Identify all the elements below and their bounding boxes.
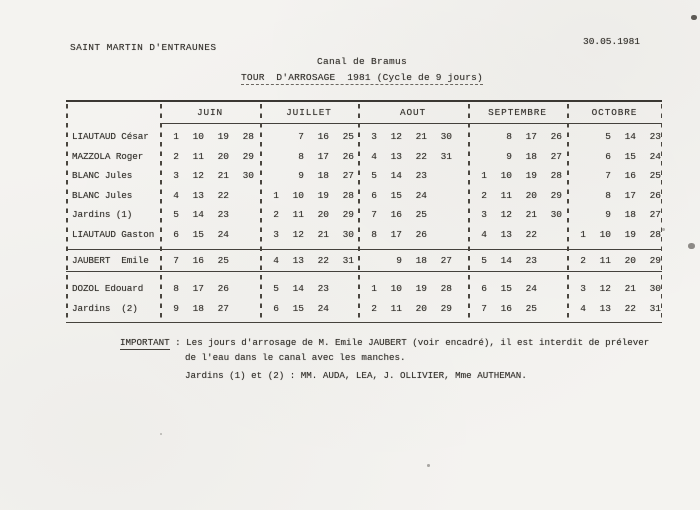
table-row-boxed (66, 249, 662, 272)
day-number (574, 170, 586, 181)
schedule-cell (160, 255, 260, 266)
day-number: 9 (605, 209, 611, 221)
table-row (66, 147, 662, 167)
schedule-cell (567, 170, 662, 181)
day-number: 9 (173, 302, 179, 314)
schedule-cell (358, 255, 468, 266)
day-number: 14 (390, 170, 402, 182)
day-number: 5 (173, 209, 179, 221)
col-header-month: AOUT (358, 102, 468, 124)
day-number: 1 (481, 170, 487, 182)
row-name: Jardins (1) (72, 209, 133, 221)
day-number: 12 (500, 209, 512, 221)
schedule-cell (160, 170, 260, 181)
scan-speck (160, 433, 162, 435)
important-note-line1 (120, 336, 680, 351)
schedule-cell (468, 131, 567, 142)
day-number: 9 (396, 255, 402, 266)
day-number: 6 (481, 283, 487, 295)
day-number: 18 (415, 255, 427, 266)
schedule-cell (260, 303, 358, 314)
schedule-cell (567, 151, 662, 162)
day-number: 28 (242, 131, 254, 143)
day-number: 3 (273, 228, 279, 240)
day-number: 1 (580, 228, 586, 240)
letterhead-organization: SAINT MARTIN D'ENTRAUNES (70, 42, 217, 53)
day-number: 22 (525, 228, 537, 240)
day-number: 6 (605, 150, 611, 162)
day-number: 27 (342, 170, 354, 182)
day-number (574, 131, 586, 142)
scan-speck (427, 464, 430, 467)
day-number: 15 (624, 150, 636, 162)
day-number: 28 (550, 170, 562, 182)
day-number: 10 (192, 131, 204, 143)
day-number: 17 (192, 283, 204, 295)
day-number: 16 (317, 131, 329, 143)
day-number: 10 (292, 189, 304, 201)
day-number (440, 190, 452, 201)
day-number: 7 (371, 209, 377, 221)
col-header-month: OCTOBRE (567, 102, 662, 124)
day-number: 14 (624, 131, 636, 143)
day-number (365, 255, 377, 266)
day-number (440, 229, 452, 240)
day-number: 8 (173, 283, 179, 295)
day-number: 26 (415, 228, 427, 240)
day-number: 27 (649, 209, 661, 221)
day-number (342, 283, 354, 294)
schedule-cell (260, 209, 358, 220)
day-number: 2 (173, 150, 179, 162)
day-number: 10 (599, 228, 611, 240)
day-number (267, 170, 279, 181)
footer-notes (120, 336, 680, 384)
day-number: 15 (292, 302, 304, 314)
day-number: 5 (605, 131, 611, 143)
schedule-cell (468, 255, 567, 266)
schedule-cell (358, 190, 468, 201)
day-number: 13 (192, 189, 204, 201)
schedule-cell (260, 283, 358, 294)
schedule-cell (567, 209, 662, 220)
day-number: 1 (173, 131, 179, 143)
day-number: 26 (649, 189, 661, 201)
day-number: 30 (242, 170, 254, 182)
day-number: 18 (192, 302, 204, 314)
day-number: 19 (317, 189, 329, 201)
table-row (66, 299, 662, 319)
day-number: 20 (624, 255, 636, 266)
day-number: 21 (317, 228, 329, 240)
day-number: 19 (525, 170, 537, 182)
day-number: 20 (317, 209, 329, 221)
schedule-cell (260, 170, 358, 181)
day-number: 24 (649, 150, 661, 162)
day-number: 9 (506, 150, 512, 162)
row-name: LIAUTAUD César (72, 131, 149, 143)
day-number: 25 (649, 170, 661, 182)
schedule-cell (567, 190, 662, 201)
schedule-table (66, 100, 662, 323)
day-number: 25 (217, 255, 229, 266)
day-number: 13 (500, 228, 512, 240)
day-number: 7 (605, 170, 611, 182)
col-header-names (66, 102, 160, 124)
day-number: 15 (390, 189, 402, 201)
day-number: 24 (217, 228, 229, 240)
day-number: 7 (481, 302, 487, 314)
day-number: 29 (550, 189, 562, 201)
schedule-cell (358, 151, 468, 162)
day-number: 31 (649, 302, 661, 314)
day-number: 7 (298, 131, 304, 143)
day-number: 8 (298, 150, 304, 162)
day-number (267, 151, 279, 162)
col-header-month: SEPTEMBRE (468, 102, 567, 124)
schedule-cell (358, 229, 468, 240)
jardins-note: Jardins (1) et (2) : MM. AUDA, LEA, J. OLLIVIER, Mme AUTHEMAN. (185, 370, 527, 381)
schedule-cell (358, 283, 468, 294)
day-number: 24 (317, 302, 329, 314)
day-number: 5 (481, 255, 487, 266)
schedule-cell (468, 151, 567, 162)
day-number: 2 (273, 209, 279, 221)
day-number (550, 303, 562, 314)
day-number (550, 283, 562, 294)
day-number: 9 (298, 170, 304, 182)
schedule-cell (260, 190, 358, 201)
day-number: 27 (440, 255, 452, 266)
row-name: BLANC Jules (72, 189, 133, 201)
day-number: 22 (317, 255, 329, 266)
day-number: 8 (371, 228, 377, 240)
day-number: 11 (292, 209, 304, 221)
schedule-cell (567, 131, 662, 142)
day-number: 26 (550, 131, 562, 143)
day-number: 13 (390, 150, 402, 162)
day-number: 20 (217, 150, 229, 162)
day-number: 12 (390, 131, 402, 143)
schedule-cell (358, 131, 468, 142)
day-number: 25 (525, 302, 537, 314)
schedule-cell (160, 229, 260, 240)
day-number: 11 (192, 150, 204, 162)
doc-subtitle: TOUR D'ARROSAGE 1981 (Cycle de 9 jours) (241, 72, 483, 83)
day-number: 14 (500, 255, 512, 266)
day-number: 17 (525, 131, 537, 143)
day-number (550, 229, 562, 240)
day-number: 5 (371, 170, 377, 182)
day-number (475, 151, 487, 162)
important-label: IMPORTANT (120, 337, 170, 348)
day-number: 19 (415, 283, 427, 295)
day-number: 16 (390, 209, 402, 221)
table-header-row (66, 102, 662, 124)
day-number: 12 (292, 228, 304, 240)
schedule-cell (160, 209, 260, 220)
day-number: 22 (217, 189, 229, 201)
row-name: Jardins (2) (72, 302, 138, 314)
day-number: 4 (481, 228, 487, 240)
row-name: LIAUTAUD Gaston (72, 228, 155, 240)
day-number: 27 (550, 150, 562, 162)
day-number: 29 (649, 255, 661, 266)
day-number: 6 (173, 228, 179, 240)
schedule-cell (260, 131, 358, 142)
day-number: 16 (624, 170, 636, 182)
scan-speck (691, 15, 697, 20)
day-number: 17 (624, 189, 636, 201)
day-number: 21 (217, 170, 229, 182)
schedule-cell (468, 170, 567, 181)
schedule-cell (567, 303, 662, 314)
day-number: 23 (415, 170, 427, 182)
day-number (242, 303, 254, 314)
col-header-month: JUIN (160, 102, 260, 124)
schedule-cell (468, 283, 567, 294)
day-number: 23 (525, 255, 537, 266)
day-number: 28 (440, 283, 452, 295)
day-number: 20 (415, 302, 427, 314)
table-row (66, 205, 662, 225)
schedule-cell (160, 303, 260, 314)
table-row (66, 127, 662, 147)
day-number: 19 (624, 228, 636, 240)
day-number: 2 (481, 189, 487, 201)
day-number (242, 255, 254, 266)
day-number: 2 (580, 255, 586, 266)
day-number: 18 (624, 209, 636, 221)
day-number: 4 (173, 189, 179, 201)
schedule-cell (160, 283, 260, 294)
schedule-cell (567, 283, 662, 294)
scan-speck (688, 243, 695, 249)
day-number: 30 (649, 283, 661, 295)
day-number: 23 (649, 131, 661, 143)
day-number: 6 (273, 302, 279, 314)
day-number: 3 (481, 209, 487, 221)
day-number: 10 (390, 283, 402, 295)
day-number: 20 (525, 189, 537, 201)
day-number: 19 (217, 131, 229, 143)
schedule-cell (260, 151, 358, 162)
day-number: 7 (173, 255, 179, 266)
row-name: BLANC Jules (72, 170, 133, 182)
day-number (242, 190, 254, 201)
day-number: 30 (440, 131, 452, 143)
day-number: 11 (390, 302, 402, 314)
row-name: MAZZOLA Roger (72, 150, 144, 162)
day-number: 29 (242, 150, 254, 162)
day-number: 21 (525, 209, 537, 221)
day-number (440, 209, 452, 220)
table-row (66, 186, 662, 206)
schedule-cell (260, 255, 358, 266)
row-name: DOZOL Edouard (72, 283, 144, 295)
day-number (574, 190, 586, 201)
important-text: : Les jours d'arrosage de M. Emile JAUBERT (voir encadré), il est interdit de prélever (169, 337, 650, 348)
day-number: 30 (342, 228, 354, 240)
day-number (267, 131, 279, 142)
day-number: 8 (605, 189, 611, 201)
day-number: 3 (173, 170, 179, 182)
day-number (475, 131, 487, 142)
day-number: 22 (624, 302, 636, 314)
schedule-cell (567, 229, 662, 240)
day-number: 25 (342, 131, 354, 143)
day-number: 21 (624, 283, 636, 295)
day-number: 4 (580, 302, 586, 314)
schedule-cell (358, 170, 468, 181)
table-row (66, 279, 662, 299)
important-note-line2: de l'eau dans le canal avec les manches. (185, 351, 406, 363)
day-number: 12 (192, 170, 204, 182)
day-number: 22 (415, 150, 427, 162)
day-number: 11 (599, 255, 611, 266)
day-number (242, 209, 254, 220)
day-number (574, 151, 586, 162)
day-number: 14 (292, 283, 304, 295)
day-number: 3 (371, 131, 377, 143)
day-number: 24 (415, 189, 427, 201)
schedule-cell (468, 303, 567, 314)
letterhead-date: 30.05.1981 (583, 36, 641, 47)
day-number: 26 (217, 283, 229, 295)
day-number (574, 209, 586, 220)
day-number: 27 (217, 302, 229, 314)
day-number: 29 (342, 209, 354, 221)
schedule-cell (468, 190, 567, 201)
day-number: 12 (599, 283, 611, 295)
day-number: 1 (273, 189, 279, 201)
col-header-month: JUILLET (260, 102, 358, 124)
doc-title: Canal de Bramus (316, 56, 407, 67)
day-number: 17 (317, 150, 329, 162)
day-number: 23 (317, 283, 329, 295)
table-row (66, 166, 662, 186)
day-number (242, 283, 254, 294)
day-number: 29 (440, 302, 452, 314)
day-number: 25 (415, 209, 427, 221)
row-name: JAUBERT Emile (72, 255, 149, 266)
day-number (242, 229, 254, 240)
day-number: 26 (342, 150, 354, 162)
day-number: 13 (292, 255, 304, 266)
day-number: 18 (525, 150, 537, 162)
day-number: 16 (500, 302, 512, 314)
table-row (66, 225, 662, 245)
schedule-cell (567, 255, 662, 266)
day-number: 5 (273, 283, 279, 295)
day-number: 28 (649, 228, 661, 240)
day-number: 15 (192, 228, 204, 240)
day-number: 31 (440, 150, 452, 162)
schedule-cell (160, 151, 260, 162)
day-number: 11 (500, 189, 512, 201)
day-number: 3 (580, 283, 586, 295)
day-number: 31 (342, 255, 354, 266)
day-number: 10 (500, 170, 512, 182)
title-block (24, 56, 700, 85)
day-number: 28 (342, 189, 354, 201)
day-number: 17 (390, 228, 402, 240)
day-number: 24 (525, 283, 537, 295)
day-number (440, 170, 452, 181)
day-number: 13 (599, 302, 611, 314)
day-number: 21 (415, 131, 427, 143)
day-number: 14 (192, 209, 204, 221)
schedule-rows (66, 124, 662, 322)
day-number (342, 303, 354, 314)
schedule-cell (358, 209, 468, 220)
day-number: 2 (371, 302, 377, 314)
schedule-cell (468, 229, 567, 240)
day-number: 23 (217, 209, 229, 221)
scan-speck (662, 228, 665, 231)
day-number: 6 (371, 189, 377, 201)
schedule-cell (358, 303, 468, 314)
schedule-cell (468, 209, 567, 220)
schedule-cell (260, 229, 358, 240)
day-number: 18 (317, 170, 329, 182)
day-number: 30 (550, 209, 562, 221)
day-number: 4 (273, 255, 279, 266)
day-number (550, 255, 562, 266)
day-number: 16 (192, 255, 204, 266)
schedule-cell (160, 131, 260, 142)
day-number: 8 (506, 131, 512, 143)
schedule-cell (160, 190, 260, 201)
day-number: 15 (500, 283, 512, 295)
day-number: 4 (371, 150, 377, 162)
day-number: 1 (371, 283, 377, 295)
